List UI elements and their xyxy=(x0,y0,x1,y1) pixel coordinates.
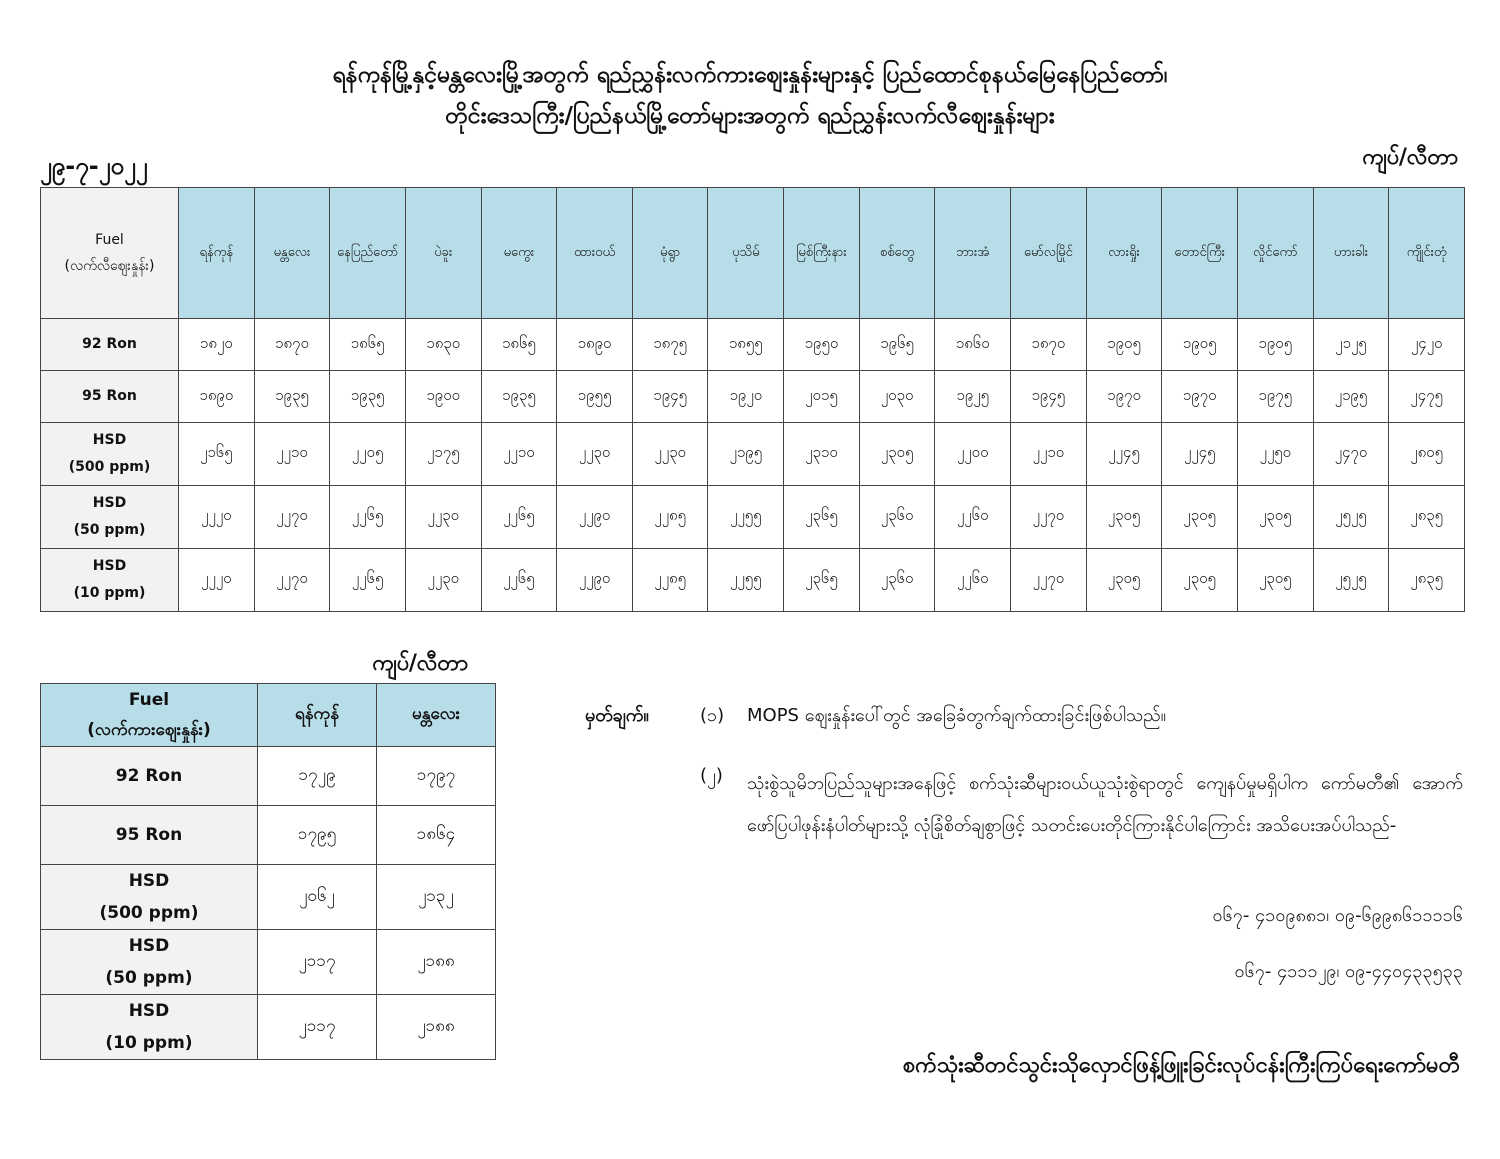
city-header: မန္တလေး xyxy=(254,188,330,319)
retail-unit-label: ကျပ်/လီတာ xyxy=(1362,145,1458,170)
city-header: ပုသိမ် xyxy=(708,188,784,319)
fuel-type-cell xyxy=(41,995,258,1060)
price-cell: ၁၉၄၅ xyxy=(1011,371,1087,423)
retail-fuel-header xyxy=(41,188,179,319)
price-cell: ၂၈၃၅ xyxy=(1389,486,1465,549)
wholesale-unit-label: ကျပ်/လီတာ xyxy=(372,651,468,676)
price-cell: ၂၂၆၅ xyxy=(330,549,406,612)
price-cell: ၁၈၅၅ xyxy=(708,319,784,371)
price-cell: ၂၁၇၅ xyxy=(405,423,481,486)
price-cell: ၁၉၇၀ xyxy=(1162,371,1238,423)
price-cell: ၂၃၀၅ xyxy=(1237,549,1313,612)
phone-numbers-2: ၀၆၇- ၄၁၁၁၂၉၊ ၀၉-၄၄၀၄၃၃၅၃၃ xyxy=(1234,961,1463,982)
price-cell: ၂၃၀၅ xyxy=(1237,486,1313,549)
price-cell: ၁၇၂၉ xyxy=(258,747,377,806)
price-cell: ၁၉၀၅ xyxy=(1086,319,1162,371)
city-header: မြစ်ကြီးနား xyxy=(784,188,860,319)
price-cell: ၁၈၆၅ xyxy=(330,319,406,371)
city-header: ပဲခူး xyxy=(405,188,481,319)
price-cell: ၂၁၈၈ xyxy=(377,930,496,995)
price-cell: ၂၁၉၅ xyxy=(708,423,784,486)
price-cell: ၁၈၆၅ xyxy=(481,319,557,371)
wholesale-fuel-header xyxy=(41,684,258,747)
price-cell: ၂၀၃၀ xyxy=(859,371,935,423)
retail-header-row xyxy=(41,188,1465,319)
price-cell: ၁၉၀၀ xyxy=(405,371,481,423)
price-cell: ၁၉၇၅ xyxy=(1237,371,1313,423)
price-cell: ၂၃၀၅ xyxy=(1086,486,1162,549)
price-cell: ၁၈၇၅ xyxy=(632,319,708,371)
city-header: ဟားခါး xyxy=(1313,188,1389,319)
fuel-type-label: 95 Ron xyxy=(82,388,137,404)
price-cell: ၂၂၃၀ xyxy=(405,549,481,612)
price-cell: ၂၂၃၀ xyxy=(557,423,633,486)
fuel-type-label: HSD xyxy=(92,558,127,574)
fuel-header-label: Fuel xyxy=(95,232,124,248)
fuel-type-label: HSD xyxy=(92,495,127,511)
price-cell: ၂၂၂၀ xyxy=(179,486,255,549)
price-cell: ၁၇၉၅ xyxy=(258,806,377,865)
retail-row xyxy=(41,319,1465,371)
fuel-header-sub: (လက်ကားဈေးနှုန်း) xyxy=(87,720,211,740)
price-cell: ၁၉၂၅ xyxy=(935,371,1011,423)
price-cell: ၁၉၃၅ xyxy=(254,371,330,423)
city-header: ကျိုင်းတုံ xyxy=(1389,188,1465,319)
fuel-grade-label: (50 ppm) xyxy=(73,522,146,538)
wholesale-row xyxy=(41,806,496,865)
fuel-type-cell xyxy=(41,423,179,486)
price-cell: ၂၂၅၀ xyxy=(1237,423,1313,486)
price-cell: ၂၈၃၅ xyxy=(1389,549,1465,612)
price-cell: ၂၁၉၅ xyxy=(1313,371,1389,423)
price-cell: ၂၂၆၅ xyxy=(481,549,557,612)
price-cell: ၂၁၆၅ xyxy=(179,423,255,486)
notes-label: မှတ်ချက်။ xyxy=(585,705,649,726)
price-cell: ၁၈၉၀ xyxy=(179,371,255,423)
wholesale-row xyxy=(41,865,496,930)
price-cell: ၁၉၂၀ xyxy=(708,371,784,423)
price-cell: ၁၇၉၇ xyxy=(377,747,496,806)
city-header: မော်လမြိုင် xyxy=(1011,188,1087,319)
price-cell: ၂၁၂၅ xyxy=(1313,319,1389,371)
fuel-type-cell xyxy=(41,486,179,549)
city-header: လှိုင်ကော် xyxy=(1237,188,1313,319)
fuel-type-label: 92 Ron xyxy=(115,766,183,786)
price-cell: ၂၂၇၀ xyxy=(254,549,330,612)
fuel-header-sub: (လက်လီဈေးနှုန်း) xyxy=(64,258,155,274)
price-cell: ၁၉၅၀ xyxy=(784,319,860,371)
retail-row xyxy=(41,549,1465,612)
note-1-text: MOPS ဈေးနှုန်းပေါ်တွင် အခြေခံတွက်ချက်ထားခြင်းဖြစ်ပါသည်။ xyxy=(747,705,1167,726)
fuel-type-label: HSD xyxy=(128,936,170,956)
price-cell: ၁၉၆၅ xyxy=(859,319,935,371)
city-header: တောင်ကြီး xyxy=(1162,188,1238,319)
price-cell: ၂၂၆၀ xyxy=(935,486,1011,549)
city-header: ရန်ကုန် xyxy=(179,188,255,319)
price-cell: ၂၄၇၅ xyxy=(1389,371,1465,423)
price-cell: ၁၉၃၅ xyxy=(481,371,557,423)
price-cell: ၁၈၇၀ xyxy=(1011,319,1087,371)
price-cell: ၂၁၁၇ xyxy=(258,995,377,1060)
report-date: ၂၉-၇-၂၀၂၂ xyxy=(40,152,148,180)
price-cell: ၂၂၀၀ xyxy=(935,423,1011,486)
price-cell: ၁၉၅၅ xyxy=(557,371,633,423)
price-cell: ၁၉၀၅ xyxy=(1162,319,1238,371)
price-cell: ၂၂၄၅ xyxy=(1086,423,1162,486)
price-cell: ၂၂၀၅ xyxy=(330,423,406,486)
price-cell: ၂၃၆၀ xyxy=(859,549,935,612)
fuel-header-label: Fuel xyxy=(128,690,170,710)
price-cell: ၁၈၆၄ xyxy=(377,806,496,865)
price-cell: ၂၁၈၈ xyxy=(377,995,496,1060)
retail-row xyxy=(41,486,1465,549)
price-cell: ၂၂၈၅ xyxy=(632,549,708,612)
fuel-type-label: 92 Ron xyxy=(82,336,137,352)
price-cell: ၂၂၉၀ xyxy=(557,486,633,549)
price-cell: ၂၂၈၅ xyxy=(632,486,708,549)
city-header: မကွေး xyxy=(481,188,557,319)
price-cell: ၂၂၁၀ xyxy=(1011,423,1087,486)
price-cell: ၂၂၉၀ xyxy=(557,549,633,612)
price-cell: ၂၅၂၅ xyxy=(1313,549,1389,612)
fuel-grade-label: (10 ppm) xyxy=(105,1033,193,1053)
price-cell: ၂၂၇၀ xyxy=(254,486,330,549)
wholesale-price-table xyxy=(40,683,496,1060)
city-header: လားရှိုး xyxy=(1086,188,1162,319)
fuel-type-cell xyxy=(41,865,258,930)
price-cell: ၂၃၆၅ xyxy=(784,549,860,612)
title-line-2: တိုင်းဒေသကြီး/ပြည်နယ်မြို့တော်များအတွက် ရည်ညွှန်းလက်လီဈေးနှုန်းများ xyxy=(445,103,1055,129)
price-cell: ၂၀၆၂ xyxy=(258,865,377,930)
price-cell: ၂၂၅၅ xyxy=(708,486,784,549)
price-cell: ၁၉၄၅ xyxy=(632,371,708,423)
price-cell: ၂၀၁၅ xyxy=(784,371,860,423)
fuel-type-label: 95 Ron xyxy=(115,825,183,845)
fuel-type-cell xyxy=(41,930,258,995)
price-cell: ၂၄၇၀ xyxy=(1313,423,1389,486)
price-cell: ၂၄၂၀ xyxy=(1389,319,1465,371)
price-cell: ၁၉၇၀ xyxy=(1086,371,1162,423)
fuel-type-cell xyxy=(41,549,179,612)
city-header: စစ်တွေ xyxy=(859,188,935,319)
price-cell: ၂၃၀၅ xyxy=(1162,486,1238,549)
wholesale-row xyxy=(41,995,496,1060)
price-cell: ၂၂၁၀ xyxy=(481,423,557,486)
price-cell: ၂၁၃၂ xyxy=(377,865,496,930)
price-cell: ၁၈၆၀ xyxy=(935,319,1011,371)
price-cell: ၂၃၆၅ xyxy=(784,486,860,549)
price-cell: ၂၁၁၇ xyxy=(258,930,377,995)
fuel-type-cell xyxy=(41,319,179,371)
note-2-text: သုံးစွဲသူမိဘပြည်သူများအနေဖြင့် စက်သုံးဆီများဝယ်ယူသုံးစွဲရာတွင် ကျေနပ်မှုမရှိပါက ကော်မတီ၏ အောက်ဖော်ပြပါဖုန်းနံပါတ်များသို့ လုံခြုံစိတ်ချစွာဖြင့် သတင်းပေးတိုင်ကြားနိုင်ပါကြောင်း အသိပေးအပ်ပါသည်- xyxy=(747,773,1463,836)
price-cell: ၂၃၀၅ xyxy=(1162,549,1238,612)
wholesale-row xyxy=(41,930,496,995)
price-cell: ၁၉၃၅ xyxy=(330,371,406,423)
retail-price-table xyxy=(40,187,1465,612)
price-cell: ၂၈၀၅ xyxy=(1389,423,1465,486)
city-header: ဘားအံ xyxy=(935,188,1011,319)
price-cell: ၂၂၃၀ xyxy=(632,423,708,486)
price-cell: ၂၂၇၀ xyxy=(1011,486,1087,549)
title-line-1: ရန်ကုန်မြို့နှင့်မန္တလေးမြို့အတွက် ရည်ညွှန်းလက်ကားဈေးနှုန်းများနှင့် ပြည်ထောင်စုနယ်မြေနေပြည်တော်၊ xyxy=(332,62,1168,88)
price-cell: ၂၂၃၀ xyxy=(405,486,481,549)
price-cell: ၂၃၆၀ xyxy=(859,486,935,549)
city-header: မန္တလေး xyxy=(377,684,496,747)
price-cell: ၂၃၁၀ xyxy=(784,423,860,486)
wholesale-header-row xyxy=(41,684,496,747)
fuel-type-label: HSD xyxy=(128,871,170,891)
price-cell: ၂၂၁၀ xyxy=(254,423,330,486)
price-cell: ၂၂၆၅ xyxy=(330,486,406,549)
retail-row xyxy=(41,371,1465,423)
price-cell: ၂၂၇၀ xyxy=(1011,549,1087,612)
price-cell: ၁၈၇၀ xyxy=(254,319,330,371)
fuel-grade-label: (10 ppm) xyxy=(73,585,146,601)
price-cell: ၂၂၆၅ xyxy=(481,486,557,549)
fuel-grade-label: (500 ppm) xyxy=(68,459,151,475)
city-header: နေပြည်တော် xyxy=(330,188,406,319)
fuel-type-cell xyxy=(41,806,258,865)
committee-signature: စက်သုံးဆီတင်သွင်းသိုလှောင်ဖြန့်ဖြူးခြင်းလုပ်ငန်းကြီးကြပ်ရေးကော်မတီ xyxy=(902,1053,1460,1078)
price-cell: ၂၃၀၅ xyxy=(859,423,935,486)
price-cell: ၂၂၄၅ xyxy=(1162,423,1238,486)
price-cell: ၁၈၃၀ xyxy=(405,319,481,371)
note-2-number: (၂) xyxy=(700,765,723,786)
price-cell: ၁၈၉၀ xyxy=(557,319,633,371)
fuel-type-cell xyxy=(41,371,179,423)
wholesale-row xyxy=(41,747,496,806)
fuel-type-label: HSD xyxy=(128,1001,170,1021)
price-cell: ၂၂၂၀ xyxy=(179,549,255,612)
fuel-grade-label: (500 ppm) xyxy=(99,903,199,923)
phone-numbers-1: ၀၆၇- ၄၁၀၉၈၈၁၊ ၀၉-၆၉၉၈၆၁၁၁၁၆ xyxy=(1212,905,1463,926)
price-cell: ၁၉၀၅ xyxy=(1237,319,1313,371)
city-header: ထားဝယ် xyxy=(557,188,633,319)
city-header: မုံရွာ xyxy=(632,188,708,319)
price-cell: ၂၂၆၀ xyxy=(935,549,1011,612)
fuel-type-cell xyxy=(41,747,258,806)
retail-row xyxy=(41,423,1465,486)
price-cell: ၁၈၂၀ xyxy=(179,319,255,371)
price-cell: ၂၅၂၅ xyxy=(1313,486,1389,549)
price-cell: ၂၂၅၅ xyxy=(708,549,784,612)
note-1-number: (၁) xyxy=(700,705,725,726)
fuel-type-label: HSD xyxy=(92,432,127,448)
fuel-grade-label: (50 ppm) xyxy=(105,968,193,988)
price-cell: ၂၃၀၅ xyxy=(1086,549,1162,612)
city-header: ရန်ကုန် xyxy=(258,684,377,747)
